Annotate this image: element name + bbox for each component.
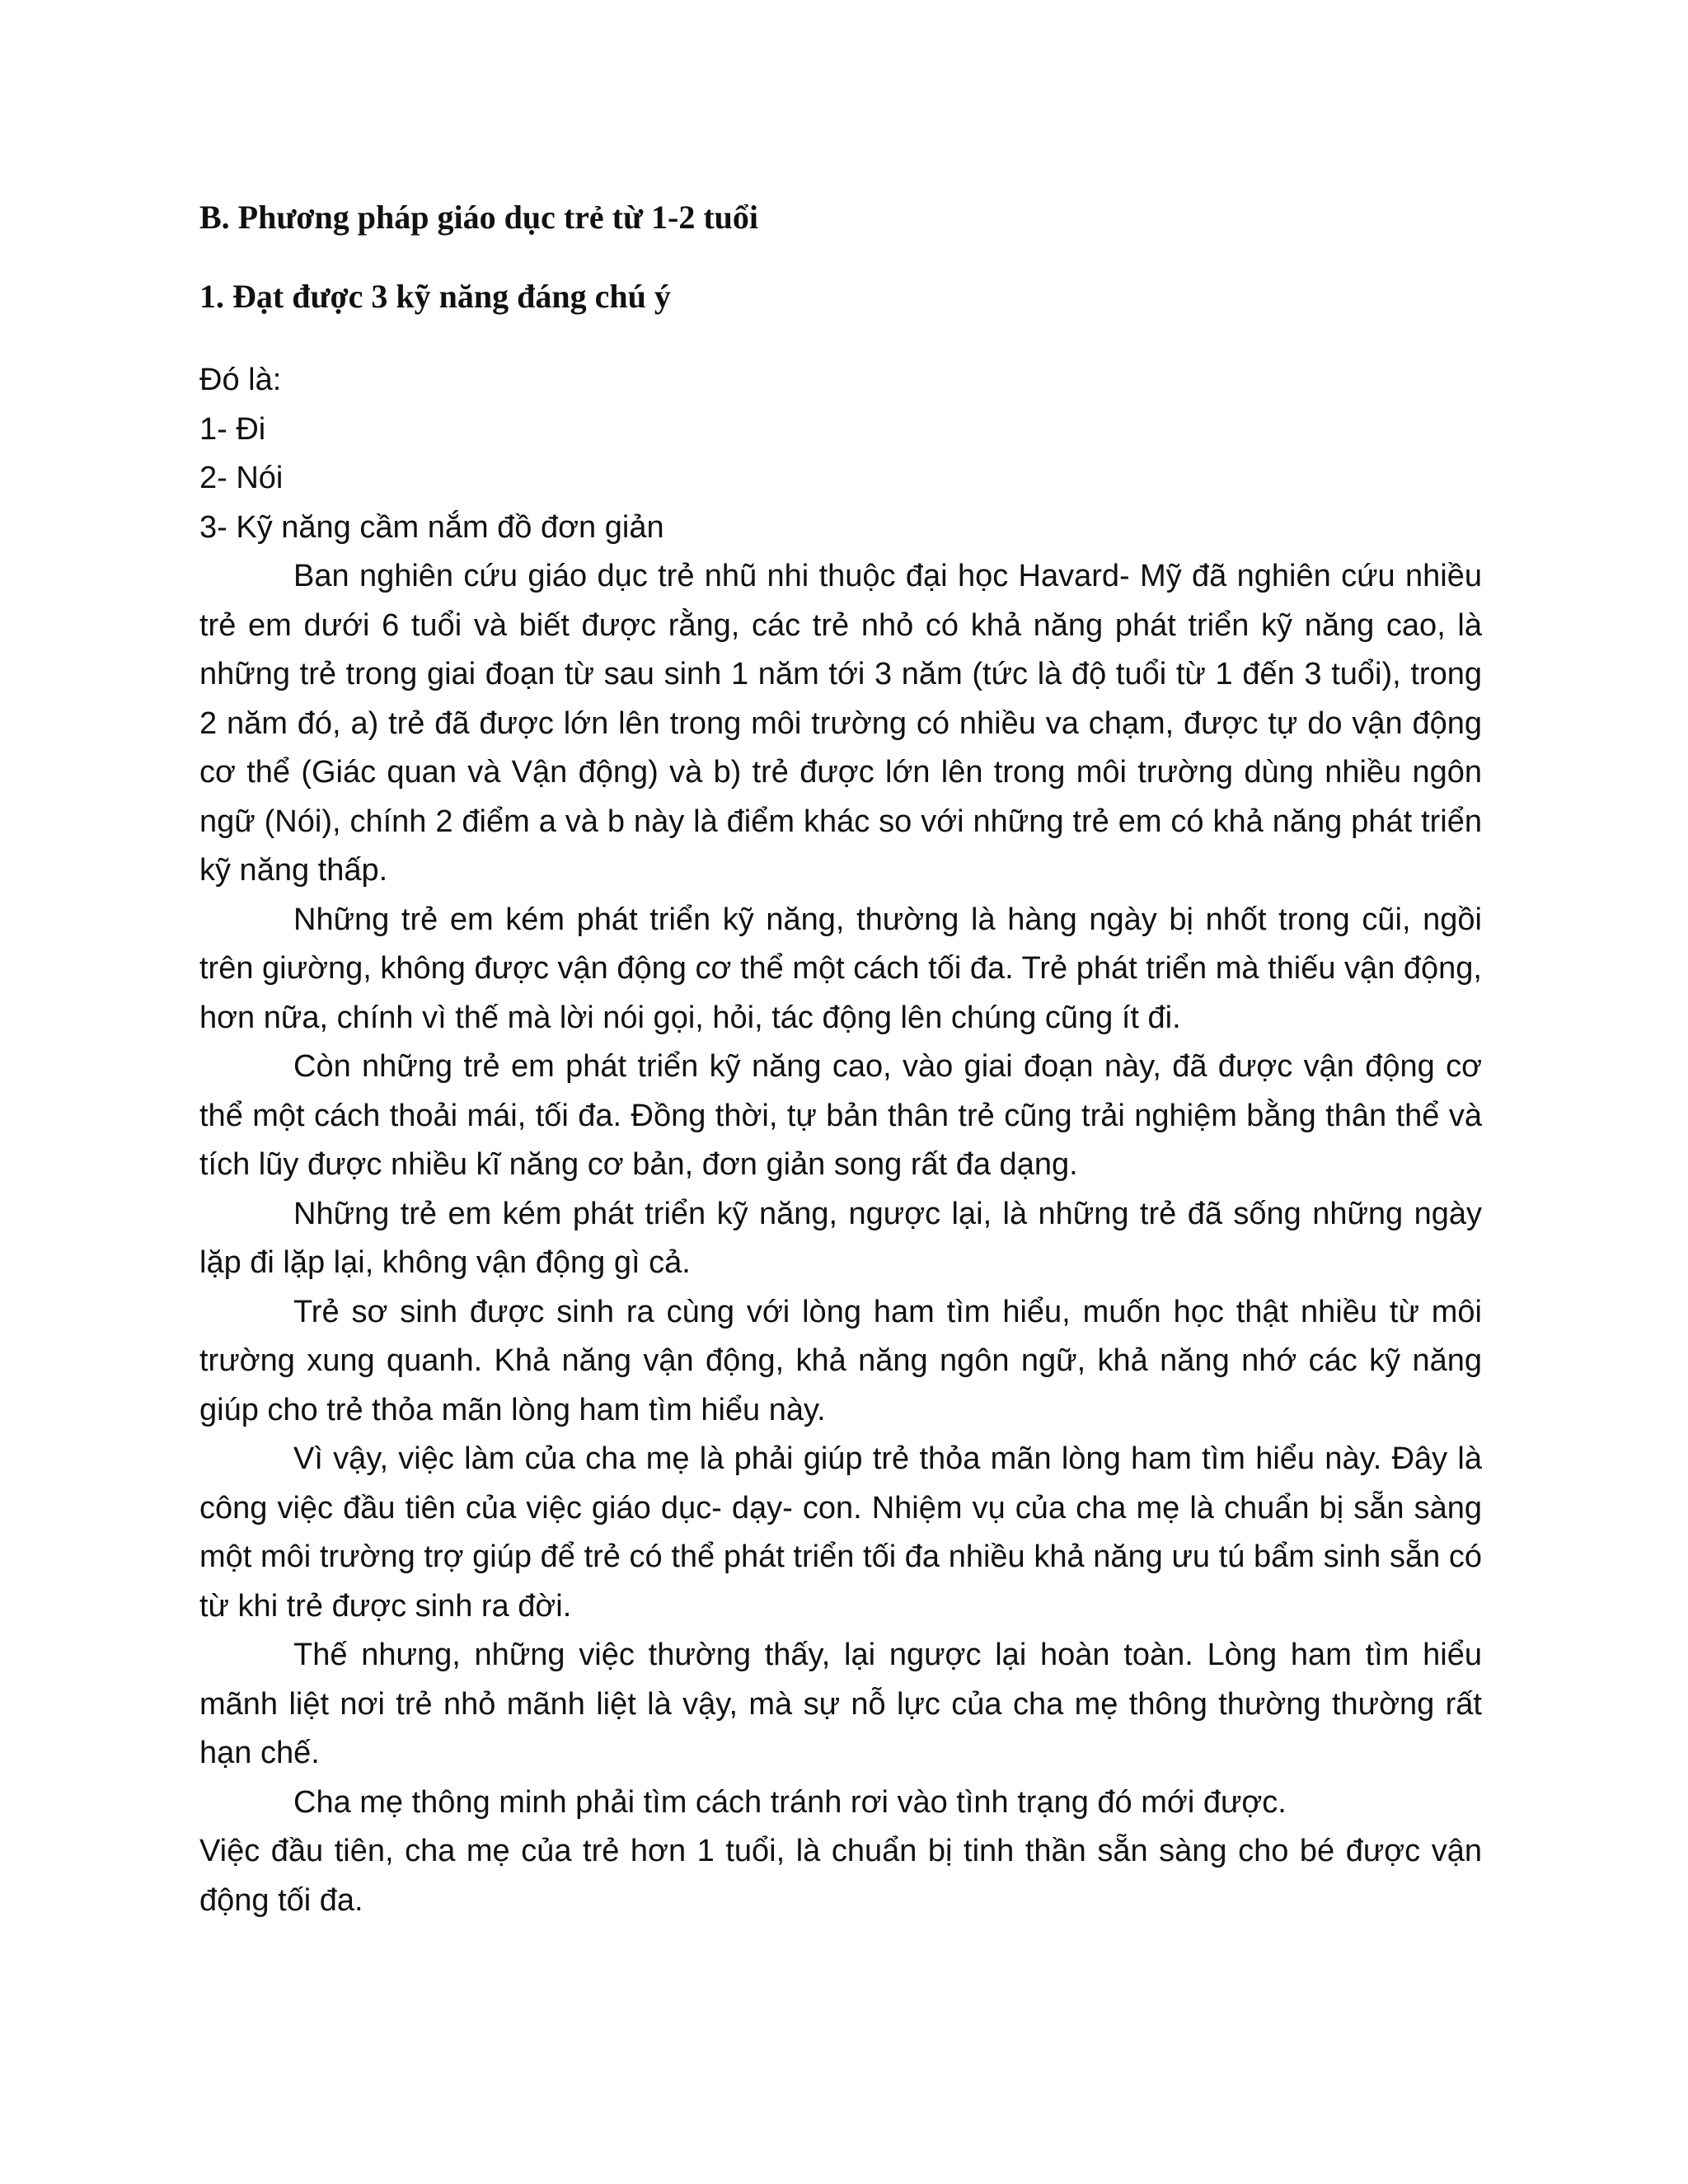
intro-line: Đó là: [199,363,282,397]
paragraph: Còn những trẻ em phát triển kỹ năng cao, vào giai đoạn này, đã được vận động cơ thể một cách thoải mái, tối đa. Đồng thời, tự bản thân trẻ cũng trải nghiệm bằng thân thể và tích lũy được nhiều kĩ năng cơ bản, đơn giản song rất đa dạng. [199,1049,1482,1182]
paragraph: Thế nhưng, những việc thường thấy, lại ngược lại hoàn toàn. Lòng ham tìm hiểu mãnh liệt nơi trẻ nhỏ mãnh liệt là vậy, mà sự nỗ lực của cha mẹ thông thường thường rất hạn chế. [199,1638,1482,1770]
paragraph: Những trẻ em kém phát triển kỹ năng, thường là hàng ngày bị nhốt trong cũi, ngồi trên giường, không được vận động cơ thể một cách tối đa. Trẻ phát triển mà thiếu vận động, hơn nữa, chính vì thế mà lời nói gọi, hỏi, tác động lên chúng cũng ít đi. [199,902,1482,1035]
body-text [199,356,1482,1925]
paragraph: Cha mẹ thông minh phải tìm cách tránh rơi vào tình trạng đó mới được. [293,1784,1287,1820]
list-item: 2- Nói [199,461,284,495]
subsection-heading: 1. Đạt được 3 kỹ năng đáng chú ý [199,278,671,315]
list-item: 3- Kỹ năng cầm nắm đồ đơn giản [199,509,664,545]
paragraph: Trẻ sơ sinh được sinh ra cùng với lòng ham tìm hiểu, muốn học thật nhiều từ môi trường xung quanh. Khả năng vận động, khả năng ngôn ngữ, khả năng nhớ các kỹ năng giúp cho trẻ thỏa mãn lòng ham tìm hiểu này. [199,1294,1482,1427]
paragraph: Vì vậy, việc làm của cha mẹ là phải giúp trẻ thỏa mãn lòng ham tìm hiểu này. Đây là công việc đầu tiên của việc giáo dục- dạy- con. Nhiệm vụ của cha mẹ là chuẩn bị sẵn sàng một môi trường trợ giúp để trẻ có thể phát triển tối đa nhiều khả năng ưu tú bẩm sinh sẵn có từ khi trẻ được sinh ra đời. [199,1441,1482,1624]
paragraph: Ban nghiên cứu giáo dục trẻ nhũ nhi thuộc đại học Havard- Mỹ đã nghiên cứu nhiều trẻ em dưới 6 tuổi và biết được rằng, các trẻ nhỏ có khả năng phát triển kỹ năng cao, là những trẻ trong giai đoạn từ sau sinh 1 năm tới 3 năm (tức là độ tuổi từ 1 đến 3 tuổi), trong 2 năm đó, a) trẻ đã được lớn lên trong môi trường có nhiều va chạm, được tự do vận động cơ thể (Giác quan và Vận động) và b) trẻ được lớn lên trong môi trường dùng nhiều ngôn ngữ (Nói), chính 2 điểm a và b này là điểm khác so với những trẻ em có khả năng phát triển kỹ năng thấp. [199,559,1482,888]
section-heading: B. Phương pháp giáo dục trẻ từ 1-2 tuổi [199,199,759,236]
paragraph: Những trẻ em kém phát triển kỹ năng, ngược lại, là những trẻ đã sống những ngày lặp đi lặp lại, không vận động gì cả. [199,1196,1482,1280]
list-item: 1- Đi [199,411,266,447]
closing-paragraph: Việc đầu tiên, cha mẹ của trẻ hơn 1 tuổi, là chuẩn bị tinh thần sẵn sàng cho bé được vận động tối đa. [199,1834,1482,1918]
